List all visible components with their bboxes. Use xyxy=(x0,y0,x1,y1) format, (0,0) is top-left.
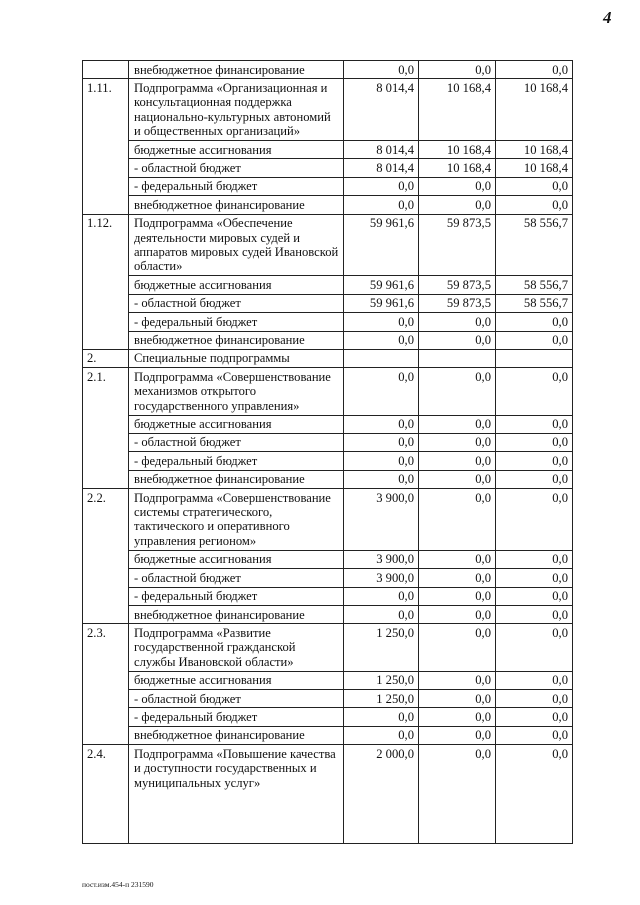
value-cell-year-3: 0,0 xyxy=(496,708,573,726)
row-code: 2. xyxy=(83,349,129,367)
row-label: бюджетные ассигнования xyxy=(129,415,344,433)
value-cell-year-3: 0,0 xyxy=(496,452,573,470)
value-cell-year-1: 0,0 xyxy=(344,196,419,214)
value-cell-year-2: 10 168,4 xyxy=(419,141,496,159)
table-row xyxy=(83,452,573,470)
value-cell-year-2: 0,0 xyxy=(419,624,496,671)
document-footer: пост.изм.454-п 231590 xyxy=(82,880,154,889)
value-cell-year-1: 0,0 xyxy=(344,587,419,605)
table-row xyxy=(83,470,573,488)
value-cell-year-2: 0,0 xyxy=(419,331,496,349)
value-cell-year-2: 0,0 xyxy=(419,489,496,551)
row-label: - областной бюджет xyxy=(129,569,344,587)
row-label: - федеральный бюджет xyxy=(129,587,344,605)
value-cell-year-1: 0,0 xyxy=(344,415,419,433)
value-cell-year-3: 0,0 xyxy=(496,470,573,488)
value-cell-year-2: 0,0 xyxy=(419,433,496,451)
value-cell-year-1: 2 000,0 xyxy=(344,745,419,844)
value-cell-year-2: 0,0 xyxy=(419,452,496,470)
value-cell-year-3: 0,0 xyxy=(496,606,573,624)
row-label: - областной бюджет xyxy=(129,690,344,708)
row-label: - федеральный бюджет xyxy=(129,313,344,331)
row-label: - областной бюджет xyxy=(129,159,344,177)
value-cell-year-1: 3 900,0 xyxy=(344,489,419,551)
value-cell-year-2: 0,0 xyxy=(419,196,496,214)
value-cell-year-3: 0,0 xyxy=(496,415,573,433)
value-cell-year-3: 0,0 xyxy=(496,489,573,551)
row-label: внебюджетное финансирование xyxy=(129,606,344,624)
value-cell-year-3: 0,0 xyxy=(496,745,573,844)
row-label: внебюджетное финансирование xyxy=(129,470,344,488)
value-cell-year-2: 0,0 xyxy=(419,745,496,844)
value-cell-year-1: 8 014,4 xyxy=(344,79,419,141)
table-row xyxy=(83,606,573,624)
row-label: внебюджетное финансирование xyxy=(129,61,344,79)
table-row xyxy=(83,276,573,294)
financing-table xyxy=(82,60,573,844)
value-cell-year-1: 3 900,0 xyxy=(344,569,419,587)
value-cell-year-1: 59 961,6 xyxy=(344,276,419,294)
value-cell-year-1: 1 250,0 xyxy=(344,671,419,689)
value-cell-year-3: 0,0 xyxy=(496,587,573,605)
row-label: бюджетные ассигнования xyxy=(129,671,344,689)
value-cell-year-1: 1 250,0 xyxy=(344,690,419,708)
value-cell-year-2: 10 168,4 xyxy=(419,79,496,141)
value-cell-year-2: 59 873,5 xyxy=(419,294,496,312)
value-cell-year-2: 0,0 xyxy=(419,569,496,587)
table-row xyxy=(83,214,573,276)
value-cell-year-2: 0,0 xyxy=(419,61,496,79)
value-cell-year-1: 0,0 xyxy=(344,708,419,726)
value-cell-year-1: 0,0 xyxy=(344,606,419,624)
table-row xyxy=(83,708,573,726)
table-row xyxy=(83,569,573,587)
table-row xyxy=(83,690,573,708)
value-cell-year-3: 0,0 xyxy=(496,433,573,451)
value-cell-year-3: 0,0 xyxy=(496,671,573,689)
value-cell-year-2: 10 168,4 xyxy=(419,159,496,177)
row-label: Подпрограмма «Повышение качества и доступности государственных и муниципальных услуг» xyxy=(129,745,344,844)
value-cell-year-2: 0,0 xyxy=(419,726,496,744)
row-code: 1.12. xyxy=(83,214,129,349)
row-label: Подпрограмма «Совершенствование системы стратегического, тактического и оперативного управления регионом» xyxy=(129,489,344,551)
value-cell-year-3: 0,0 xyxy=(496,726,573,744)
table-row xyxy=(83,61,573,79)
value-cell-year-1: 0,0 xyxy=(344,313,419,331)
table-row xyxy=(83,331,573,349)
table-row xyxy=(83,177,573,195)
value-cell-year-2: 0,0 xyxy=(419,606,496,624)
value-cell-year-3: 10 168,4 xyxy=(496,141,573,159)
table-row xyxy=(83,433,573,451)
value-cell-year-2: 0,0 xyxy=(419,470,496,488)
table-row xyxy=(83,313,573,331)
value-cell-year-2: 0,0 xyxy=(419,671,496,689)
value-cell-year-1: 8 014,4 xyxy=(344,159,419,177)
row-code: 2.1. xyxy=(83,368,129,489)
value-cell-year-3: 0,0 xyxy=(496,313,573,331)
row-code: 2.2. xyxy=(83,489,129,624)
value-cell-year-2: 0,0 xyxy=(419,550,496,568)
table-row xyxy=(83,726,573,744)
value-cell-year-1: 0,0 xyxy=(344,433,419,451)
value-cell-year-1: 0,0 xyxy=(344,61,419,79)
table-row xyxy=(83,671,573,689)
row-label: - областной бюджет xyxy=(129,433,344,451)
value-cell-year-2: 0,0 xyxy=(419,415,496,433)
row-code xyxy=(83,61,129,79)
value-cell-year-1: 0,0 xyxy=(344,726,419,744)
value-cell-year-1: 8 014,4 xyxy=(344,141,419,159)
value-cell-year-3 xyxy=(496,349,573,367)
value-cell-year-2 xyxy=(419,349,496,367)
row-label: Подпрограмма «Развитие государственной гражданской службы Ивановской области» xyxy=(129,624,344,671)
table-row xyxy=(83,141,573,159)
value-cell-year-2: 59 873,5 xyxy=(419,276,496,294)
row-label: внебюджетное финансирование xyxy=(129,196,344,214)
row-code: 1.11. xyxy=(83,79,129,214)
row-label: - федеральный бюджет xyxy=(129,177,344,195)
row-label: бюджетные ассигнования xyxy=(129,550,344,568)
value-cell-year-1: 0,0 xyxy=(344,177,419,195)
value-cell-year-2: 0,0 xyxy=(419,313,496,331)
value-cell-year-3: 0,0 xyxy=(496,61,573,79)
row-label: Подпрограмма «Организационная и консультационная поддержка национально-культурных автономий и общественных организаций» xyxy=(129,79,344,141)
value-cell-year-1: 0,0 xyxy=(344,470,419,488)
row-label: - федеральный бюджет xyxy=(129,452,344,470)
value-cell-year-3: 0,0 xyxy=(496,550,573,568)
value-cell-year-1 xyxy=(344,349,419,367)
value-cell-year-2: 59 873,5 xyxy=(419,214,496,276)
table-row xyxy=(83,196,573,214)
row-label: бюджетные ассигнования xyxy=(129,141,344,159)
value-cell-year-3: 0,0 xyxy=(496,196,573,214)
table-row xyxy=(83,550,573,568)
value-cell-year-3: 10 168,4 xyxy=(496,159,573,177)
row-label: - областной бюджет xyxy=(129,294,344,312)
page-number: 4 xyxy=(603,8,612,27)
value-cell-year-3: 58 556,7 xyxy=(496,276,573,294)
value-cell-year-3: 0,0 xyxy=(496,624,573,671)
table-row xyxy=(83,745,573,844)
value-cell-year-3: 58 556,7 xyxy=(496,294,573,312)
row-label: Подпрограмма «Обеспечение деятельности мировых судей и аппаратов мировых судей Ивановской области» xyxy=(129,214,344,276)
row-label: бюджетные ассигнования xyxy=(129,276,344,294)
value-cell-year-3: 0,0 xyxy=(496,569,573,587)
value-cell-year-1: 1 250,0 xyxy=(344,624,419,671)
table-row xyxy=(83,489,573,551)
value-cell-year-3: 58 556,7 xyxy=(496,214,573,276)
value-cell-year-1: 3 900,0 xyxy=(344,550,419,568)
value-cell-year-2: 0,0 xyxy=(419,708,496,726)
row-label: внебюджетное финансирование xyxy=(129,331,344,349)
row-code: 2.4. xyxy=(83,745,129,844)
value-cell-year-2: 0,0 xyxy=(419,587,496,605)
value-cell-year-2: 0,0 xyxy=(419,368,496,415)
value-cell-year-3: 0,0 xyxy=(496,331,573,349)
value-cell-year-3: 0,0 xyxy=(496,690,573,708)
table-row xyxy=(83,159,573,177)
table-row xyxy=(83,79,573,141)
row-label: Подпрограмма «Совершенствование механизмов открытого государственного управления» xyxy=(129,368,344,415)
value-cell-year-1: 59 961,6 xyxy=(344,294,419,312)
table-row xyxy=(83,368,573,415)
value-cell-year-1: 0,0 xyxy=(344,331,419,349)
value-cell-year-2: 0,0 xyxy=(419,690,496,708)
value-cell-year-3: 0,0 xyxy=(496,177,573,195)
row-label: внебюджетное финансирование xyxy=(129,726,344,744)
table-row xyxy=(83,624,573,671)
row-label: - федеральный бюджет xyxy=(129,708,344,726)
table-row xyxy=(83,349,573,367)
row-label: Специальные подпрограммы xyxy=(129,349,344,367)
value-cell-year-3: 10 168,4 xyxy=(496,79,573,141)
value-cell-year-1: 59 961,6 xyxy=(344,214,419,276)
table-row xyxy=(83,415,573,433)
table-row xyxy=(83,587,573,605)
value-cell-year-1: 0,0 xyxy=(344,452,419,470)
value-cell-year-1: 0,0 xyxy=(344,368,419,415)
table-row xyxy=(83,294,573,312)
value-cell-year-3: 0,0 xyxy=(496,368,573,415)
value-cell-year-2: 0,0 xyxy=(419,177,496,195)
row-code: 2.3. xyxy=(83,624,129,745)
